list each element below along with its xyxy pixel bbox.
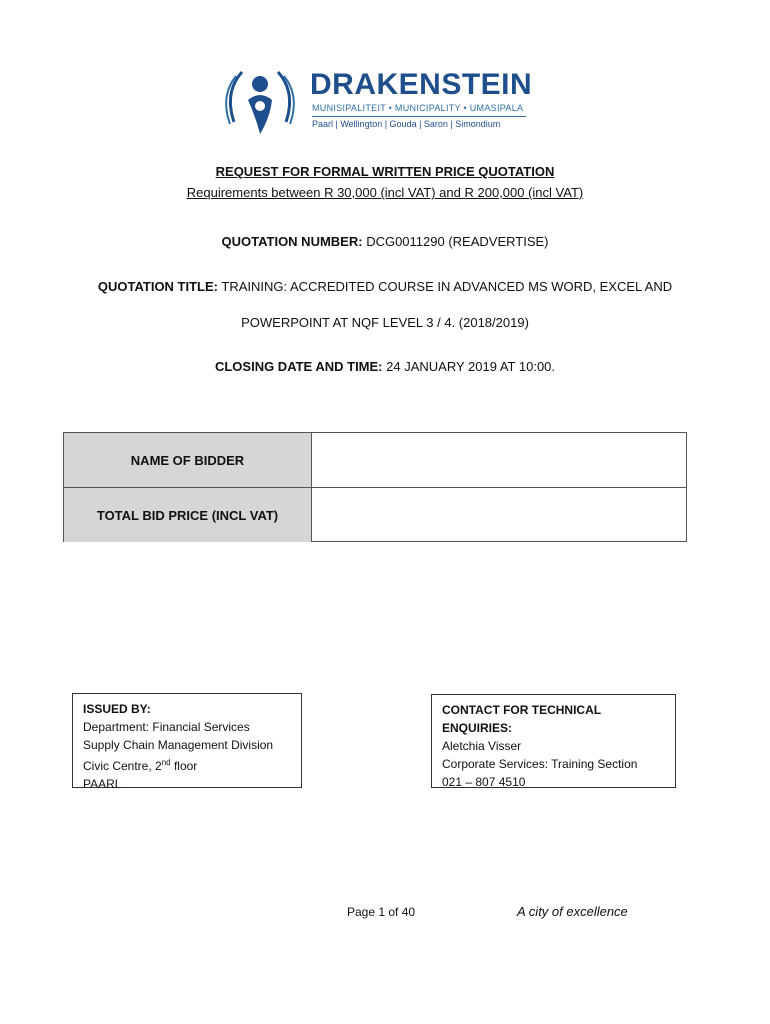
issued-by-division: Supply Chain Management Division (83, 738, 274, 752)
document-subtitle: Requirements between R 30,000 (incl VAT) and R 200,000 (incl VAT) (186, 185, 584, 200)
quotation-title-line1: TRAINING: ACCREDITED COURSE IN ADVANCED MS WORD, EXCEL AND (221, 279, 673, 294)
municipality-logo (220, 62, 540, 138)
document-title: REQUEST FOR FORMAL WRITTEN PRICE QUOTATION (215, 164, 555, 179)
contact-heading: CONTACT FOR TECHNICAL ENQUIRIES: (442, 703, 601, 735)
issued-by-department: Department: Financial Services (83, 720, 250, 734)
page-number: Page 1 of 40 (347, 905, 416, 919)
table-row (64, 433, 686, 488)
logo-towns: Paarl | Wellington | Gouda | Saron | Simondium (312, 119, 501, 129)
quotation-title (0, 279, 770, 294)
issued-by-address: Civic Centre, 2nd floor (83, 758, 198, 773)
quotation-number-value: DCG0011290 (READVERTISE) (366, 234, 549, 249)
logo-name: DRAKENSTEIN (310, 68, 533, 101)
issued-by-box (72, 693, 302, 791)
bid-price-label: TOTAL BID PRICE (INCL VAT) (64, 488, 312, 542)
bidder-name-field[interactable] (312, 433, 686, 487)
footer-motto: A city of excellence (517, 904, 628, 919)
table-row (64, 488, 686, 542)
technical-contact-box (431, 694, 676, 788)
contact-phone: 021 – 807 4510 (442, 775, 526, 789)
contact-name: Aletchia Visser (442, 739, 522, 753)
contact-department: Corporate Services: Training Section (442, 757, 638, 771)
logo-divider (312, 116, 526, 117)
bid-table (63, 432, 687, 542)
quotation-number (0, 234, 770, 249)
issued-by-city: PAARL (83, 777, 122, 791)
quotation-number-label: QUOTATION NUMBER: (221, 234, 363, 249)
drakenstein-emblem-icon (220, 62, 300, 138)
closing-date-label: CLOSING DATE AND TIME: (214, 359, 383, 374)
closing-date-value: 24 JANUARY 2019 AT 10:00. (386, 359, 556, 374)
quotation-title-label: QUOTATION TITLE: (97, 279, 218, 294)
closing-date (0, 359, 770, 374)
quotation-title-line2: POWERPOINT AT NQF LEVEL 3 / 4. (2018/2019) (241, 315, 529, 330)
bid-price-field[interactable] (312, 488, 686, 542)
issued-by-heading: ISSUED BY: (83, 702, 151, 716)
bidder-name-label: NAME OF BIDDER (64, 433, 312, 487)
logo-subtitle: MUNISIPALITEIT • MUNICIPALITY • UMASIPALA (312, 103, 524, 113)
